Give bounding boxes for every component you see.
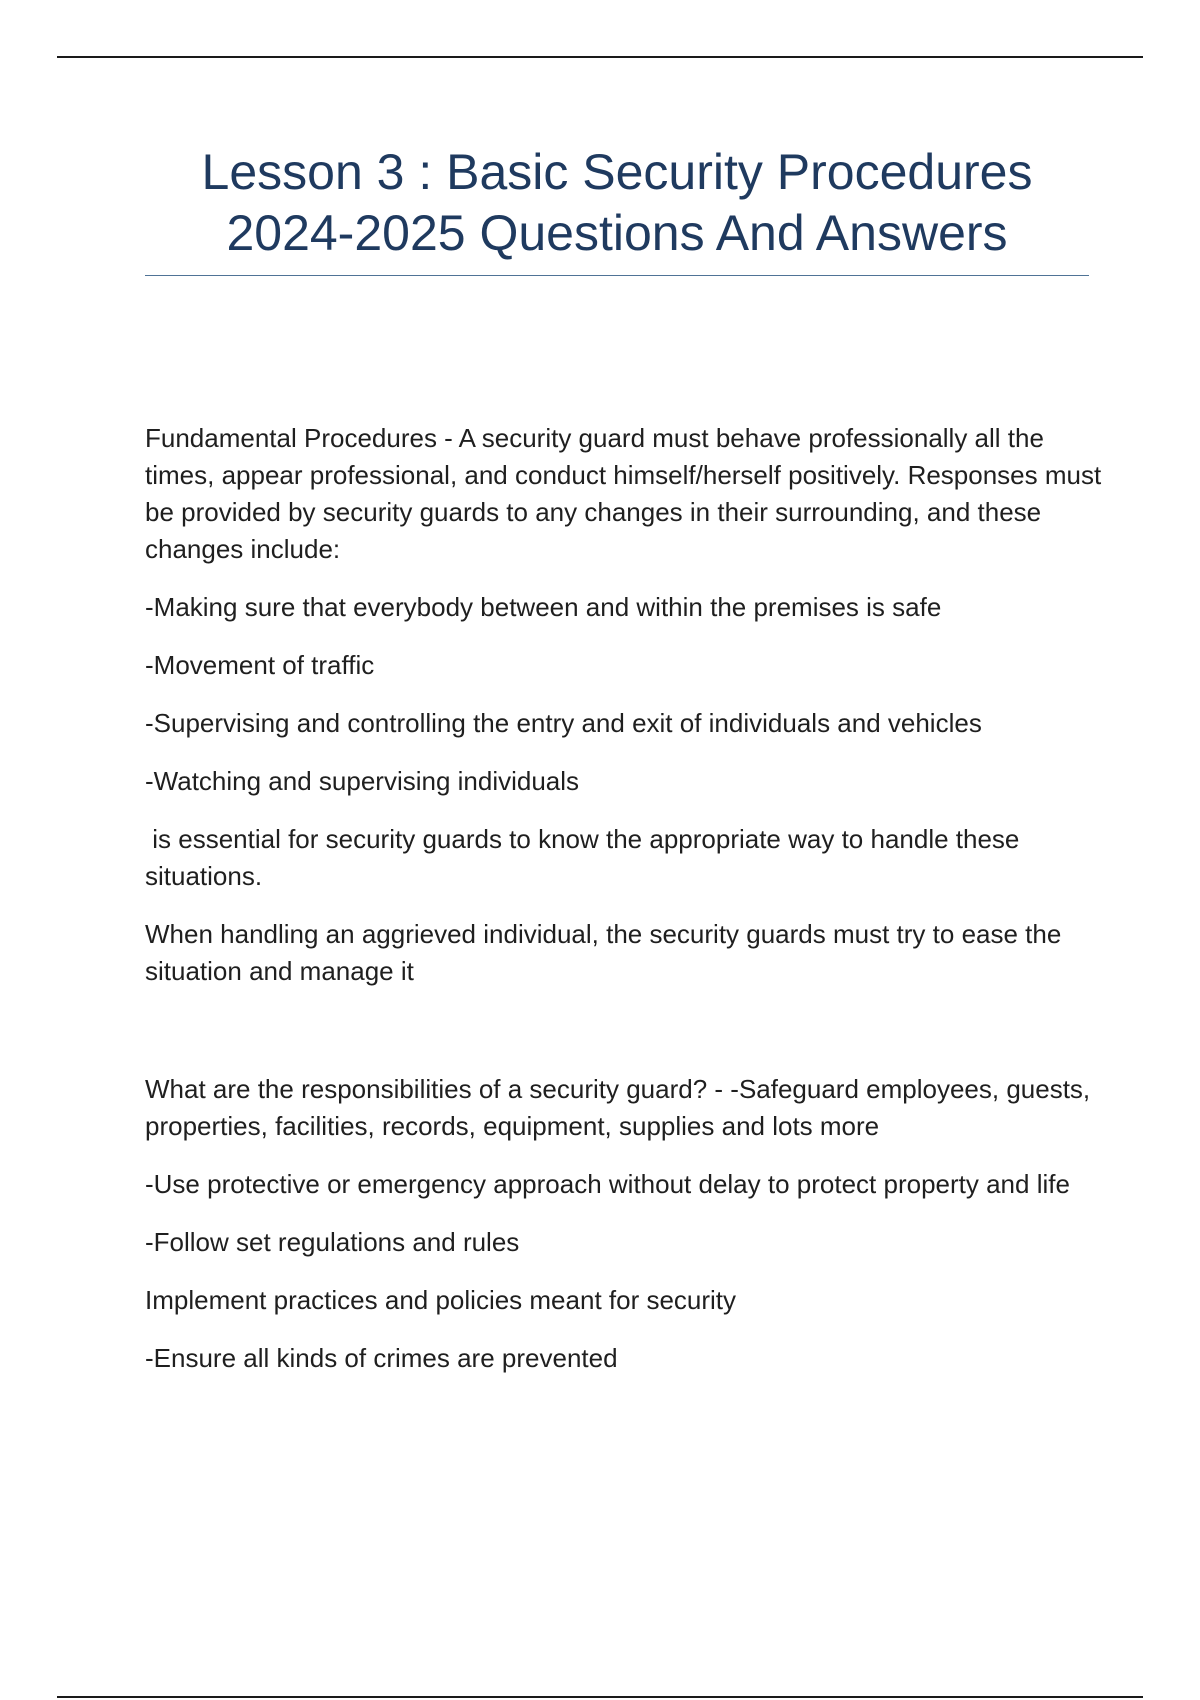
section-responsibilities [145, 1071, 1105, 1377]
paragraph: -Watching and supervising individuals [145, 766, 580, 796]
title-line-2: 2024-2025 Questions And Answers [226, 205, 1008, 261]
section-fundamental-procedures [145, 420, 1105, 990]
paragraph: is essential for security guards to know the appropriate way to handle these situations. [145, 824, 1027, 891]
title-underline [145, 275, 1089, 276]
document-title [145, 142, 1089, 264]
title-line-1: Lesson 3 : Basic Security Procedures [201, 144, 1033, 200]
page-top-rule [57, 56, 1143, 58]
paragraph: Fundamental Procedures - A security guard must behave professionally all the times, appear professional, and conduct himself/herself positively. Responses must be provided by security guards to any changes in their surrounding, and these changes include: [145, 423, 1102, 564]
paragraph: Implement practices and policies meant for security [145, 1285, 737, 1315]
document-body [145, 420, 1105, 1398]
paragraph: -Making sure that everybody between and within the premises is safe [145, 592, 942, 622]
paragraph: -Supervising and controlling the entry and exit of individuals and vehicles [145, 708, 982, 738]
paragraph: -Ensure all kinds of crimes are prevented [145, 1343, 618, 1373]
page-bottom-rule [57, 1696, 1143, 1698]
paragraph: What are the responsibilities of a security guard? - -Safeguard employees, guests, properties, facilities, records, equipment, supplies and lots more [145, 1074, 1091, 1141]
paragraph: -Movement of traffic [145, 650, 375, 680]
paragraph: When handling an aggrieved individual, the security guards must try to ease the situation and manage it [145, 919, 1062, 986]
paragraph: -Use protective or emergency approach without delay to protect property and life [145, 1169, 1070, 1199]
paragraph: -Follow set regulations and rules [145, 1227, 520, 1257]
section-spacer [145, 1011, 1105, 1071]
